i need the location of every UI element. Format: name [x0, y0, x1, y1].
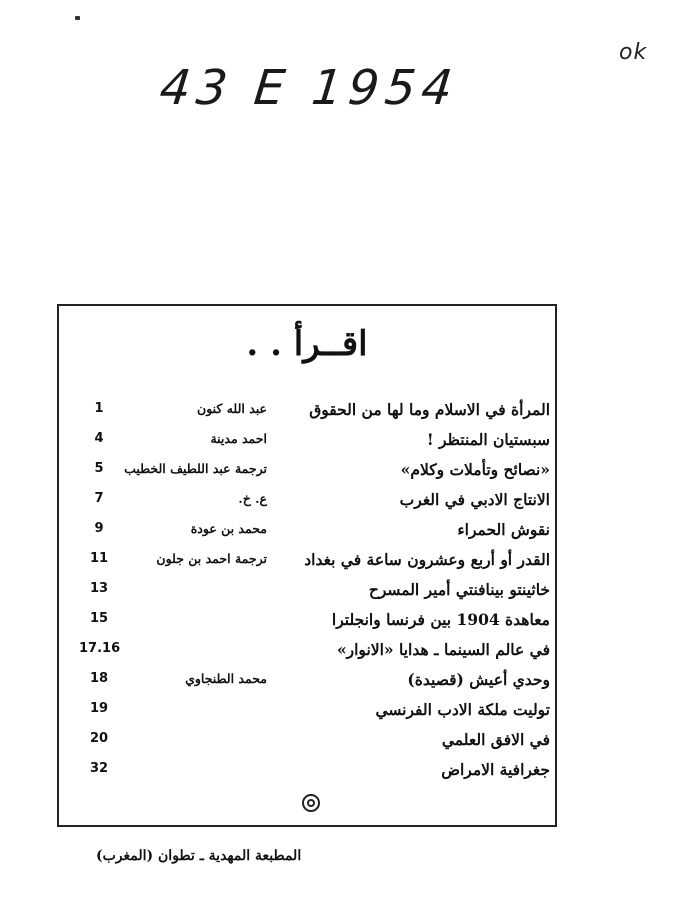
toc-entry — [59, 670, 555, 696]
toc-entry — [59, 700, 555, 726]
entry-title: نقوش الحمراء — [457, 520, 550, 539]
entry-title: في عالم السينما ـ هدايا «الانوار» — [336, 640, 550, 659]
toc-entry — [59, 430, 555, 456]
entry-title: خاثينتو بينافنتي أمير المسرح — [368, 580, 550, 599]
entry-title: تولیت ملكة الادب الفرنسي — [375, 700, 550, 719]
entry-page-number: 5 — [94, 461, 104, 476]
toc-entry — [59, 400, 555, 426]
entry-page-number: 7 — [94, 491, 104, 506]
toc-entry — [59, 730, 555, 756]
printer-imprint: المطبعة المهدية ـ تطوان (المغرب) — [96, 848, 302, 864]
entry-page-number: 17.16 — [79, 641, 121, 656]
entry-page-number: 18 — [89, 671, 109, 686]
entry-page-number: 1 — [94, 401, 104, 416]
handwritten-corner-mark: ok — [619, 40, 648, 65]
entry-title: في الافق العلمي — [441, 730, 550, 749]
toc-heading: اقــرأ . . — [246, 324, 368, 364]
entry-page-number: 15 — [89, 611, 109, 626]
entry-title: سبستيان المنتظر ! — [426, 430, 550, 449]
entry-page-number: 19 — [89, 701, 109, 716]
toc-entry — [59, 580, 555, 606]
entry-page-number: 20 — [89, 731, 109, 746]
entry-title: المرأة في الاسلام وما لها من الحقوق — [309, 400, 550, 419]
entry-page-number: 13 — [89, 581, 109, 596]
toc-entry — [59, 460, 555, 486]
entry-title: الانتاج الادبي في الغرب — [399, 490, 550, 509]
stray-ink-dot — [75, 16, 80, 20]
entry-title: وحدي أعيش (قصيدة) — [407, 670, 550, 689]
entry-page-number: 4 — [94, 431, 104, 446]
entry-author: محمد الطنجاوي — [185, 671, 267, 686]
entry-author: احمد مدينة — [210, 431, 267, 446]
entry-title: القدر أو أربع وعشرون ساعة في بغداد — [304, 550, 550, 569]
entry-author: محمد بن عودة — [190, 521, 267, 536]
toc-entry — [59, 610, 555, 636]
entry-title: معاهدة 1904 بين فرنسا وانجلترا — [331, 610, 550, 629]
handwritten-catalog-code: 43 E 1954 — [157, 60, 462, 116]
entry-page-number: 11 — [89, 551, 109, 566]
toc-entry — [59, 640, 555, 666]
toc-entry — [59, 550, 555, 576]
entry-author: عبد الله كنون — [197, 401, 267, 416]
toc-entry — [59, 760, 555, 786]
entry-author: ترجمة احمد بن جلون — [156, 551, 267, 566]
entry-author: ع. خ. — [238, 491, 267, 506]
entry-page-number: 32 — [89, 761, 109, 776]
entry-author: ترجمة عبد اللطيف الخطيب — [124, 461, 267, 476]
spiral-ornament-icon — [302, 794, 320, 812]
table-of-contents-box — [57, 304, 557, 827]
toc-entry — [59, 490, 555, 516]
entry-title: جغرافية الامراض — [441, 760, 550, 779]
entry-title: «نصائح وتأملات وكلام» — [400, 460, 550, 479]
toc-entry — [59, 520, 555, 546]
entry-page-number: 9 — [94, 521, 104, 536]
